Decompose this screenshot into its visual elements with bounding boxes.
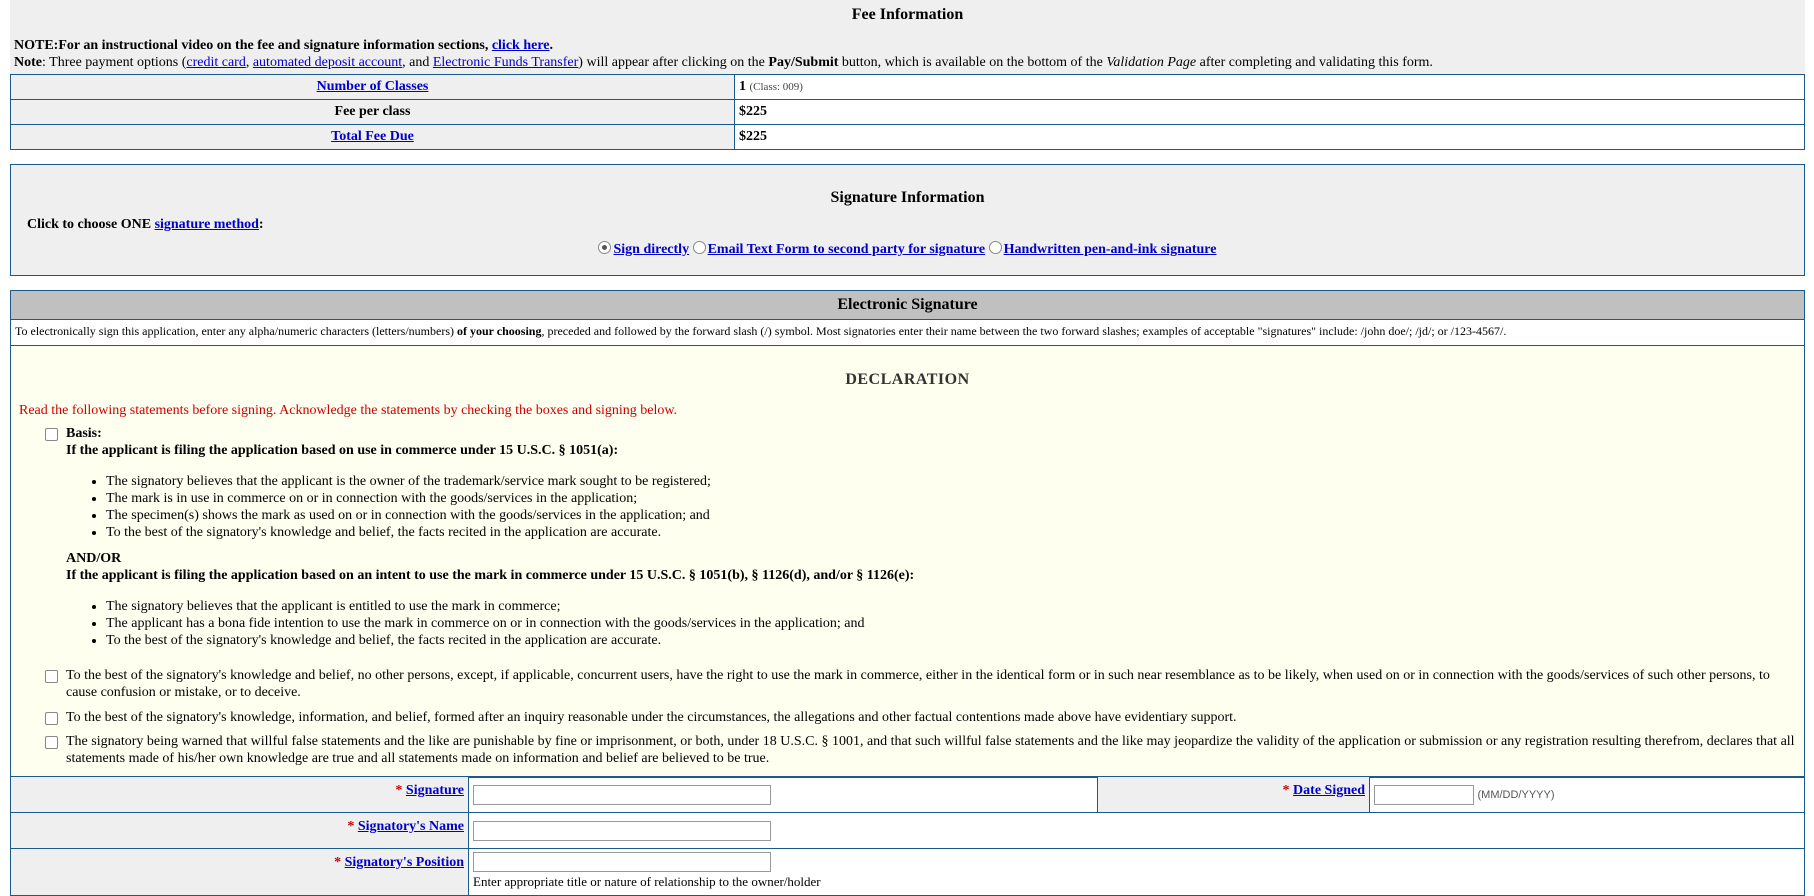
list-item: • The signatory believes that the applicant is entitled to use the mark in commerce; — [106, 598, 1766, 615]
signature-label-cell — [11, 777, 469, 813]
signature-method-prompt — [27, 217, 264, 233]
electronic-signature-title: Electronic Signature — [11, 291, 1804, 320]
pay-submit-text: Pay/Submit — [768, 55, 839, 70]
fee-note-period: . — [549, 38, 553, 53]
class-list: (Class: 009) — [749, 81, 803, 93]
instr-bold: of your choosing — [457, 324, 542, 338]
declaration-title: DECLARATION — [845, 371, 970, 388]
signature-information-section — [10, 164, 1805, 276]
fee-per-class-value: $225 — [735, 100, 1805, 125]
use-bullet-list — [66, 473, 1766, 541]
total-fee-label — [11, 125, 735, 150]
basis-statement — [66, 425, 1766, 649]
sign-directly-link[interactable]: Sign directly — [613, 242, 690, 257]
instr-text: To electronically sign this application, enter any alpha/numeric characters (letters/numbers) — [15, 324, 457, 338]
signature-link[interactable]: Signature — [405, 783, 464, 798]
list-item: • The mark is in use in commerce on or in connection with the goods/services in the application; — [106, 490, 1766, 507]
fee-information-section — [10, 0, 1805, 150]
intent-bullet-list — [66, 598, 1766, 649]
instructional-video-link[interactable]: click here — [491, 38, 550, 53]
list-item: • The applicant has a bona fide intention to use the mark in commerce on or in connection with the goods/services in the application; and — [106, 615, 1766, 632]
signatory-name-input-cell — [469, 813, 1805, 849]
table-row — [11, 100, 1805, 125]
note-sep: , — [245, 55, 253, 70]
signatory-position-input-cell — [469, 849, 1805, 896]
electronic-signature-instructions — [11, 320, 1804, 346]
evidentiary-support-statement: To the best of the signatory's knowledge, information, and belief, formed after an inquiry reasonable under the circumstances, the allegations and other factual contentions made above have evidentiary support. — [66, 710, 1237, 725]
handwritten-signature-radio[interactable] — [989, 241, 1002, 254]
signature-input-cell — [469, 777, 1098, 813]
false-statements-warning-statement: The signatory being warned that willful false statements and the like are punishable by fine or imprisonment, or both, under 18 U.S.C. § 1001, and that such willful false statements and the like may jeopardize the validity of the application or submission or any registration resulting therefrom, declares that all statements made of his/her own knowledge are true and all statements made on information and belief are believed to be true. — [66, 734, 1795, 766]
fee-per-class-label: Fee per class — [11, 100, 735, 125]
date-signed-link[interactable]: Date Signed — [1293, 783, 1365, 798]
date-signed-input[interactable] — [1374, 785, 1474, 805]
list-item: • The specimen(s) shows the mark as used on or in connection with the goods/services in the application; and — [106, 507, 1766, 524]
signatory-name-input[interactable] — [473, 821, 771, 841]
evidentiary-support-checkbox[interactable] — [45, 712, 58, 725]
fee-note-text: NOTE:For an instructional video on the fee and signature information sections, — [14, 38, 492, 53]
deposit-account-link[interactable]: automated deposit account — [252, 55, 403, 70]
validation-page-text: Validation Page — [1106, 55, 1197, 70]
required-marker: * — [347, 819, 355, 834]
number-of-classes-value — [735, 75, 1805, 100]
eft-link[interactable]: Electronic Funds Transfer — [432, 55, 579, 70]
signatory-position-link[interactable]: Signatory's Position — [344, 855, 464, 870]
credit-card-link[interactable]: credit card — [186, 55, 246, 70]
prompt-colon: : — [258, 217, 264, 232]
total-fee-value: $225 — [735, 125, 1805, 150]
electronic-signature-section — [10, 290, 1805, 778]
number-of-classes-label — [11, 75, 735, 100]
basis-intent-heading: If the applicant is filing the application based on an intent to use the mark in commerce under 15 U.S.C. § 1051(b), § 1126(d), and/or § 1126(e): — [66, 568, 915, 583]
position-hint: Enter appropriate title or nature of relationship to the owner/holder — [473, 874, 821, 889]
instr-text: , preceded and followed by the forward slash (/) symbol. Most signatories enter their name between the two forward slashes; examples of acceptable "signatures" include: /john doe/; /jd/; or /123-4567/. — [541, 324, 1507, 338]
email-text-form-link[interactable]: Email Text Form to second party for signature — [707, 242, 986, 257]
total-fee-due-link[interactable]: Total Fee Due — [331, 129, 414, 144]
false-statements-warning-checkbox[interactable] — [45, 736, 58, 749]
date-format-hint: (MM/DD/YYYY) — [1477, 788, 1555, 801]
required-marker: * — [395, 783, 403, 798]
and-or-label: AND/OR — [66, 551, 122, 566]
declaration-instructions: Read the following statements before signing. Acknowledge the statements by checking the boxes and signing below. — [19, 403, 678, 418]
table-row — [11, 75, 1805, 100]
required-marker: * — [1282, 783, 1290, 798]
table-row — [11, 777, 1805, 813]
list-item: • The signatory believes that the applicant is the owner of the trademark/service mark sought to be registered; — [106, 473, 1766, 490]
signatory-position-input[interactable] — [473, 852, 771, 872]
signatory-position-label-cell — [11, 849, 469, 896]
fee-video-note — [10, 38, 1805, 55]
signatory-name-label-cell — [11, 813, 469, 849]
note-sep: , and — [402, 55, 433, 70]
date-signed-input-cell — [1370, 777, 1805, 813]
handwritten-signature-link[interactable]: Handwritten pen-and-ink signature — [1003, 242, 1217, 257]
note-text: ) will appear after clicking on the — [578, 55, 769, 70]
note-text: after completing and validating this form. — [1196, 55, 1433, 70]
no-other-persons-statement: To the best of the signatory's knowledge and belief, no other persons, except, if applicable, concurrent users, have the right to use the mark in commerce, either in the identical form or in such near resemblance as to be likely, when used on or in connection with the goods/services of such other persons, to cause confusion or mistake, or to deceive. — [66, 668, 1770, 700]
list-item: • To the best of the signatory's knowledge and belief, the facts recited in the application are accurate. — [106, 524, 1766, 541]
required-marker: * — [334, 855, 342, 870]
class-count: 1 — [739, 79, 746, 94]
sign-directly-radio[interactable] — [598, 241, 611, 254]
prompt-text: Click to choose ONE — [27, 217, 155, 232]
number-of-classes-link[interactable]: Number of Classes — [316, 79, 429, 94]
no-other-persons-checkbox[interactable] — [45, 670, 58, 683]
fee-section-title: Fee Information — [851, 6, 964, 23]
signature-method-options — [11, 241, 1804, 258]
basis-use-heading: If the applicant is filing the application based on use in commerce under 15 U.S.C. § 1051(a): — [66, 443, 619, 458]
list-item: • To the best of the signatory's knowledge and belief, the facts recited in the application are accurate. — [106, 632, 1766, 649]
table-row — [11, 849, 1805, 896]
note-text: : Three payment options ( — [42, 55, 187, 70]
basis-label: Basis: — [66, 426, 102, 441]
signature-input[interactable] — [473, 785, 771, 805]
signatory-name-link[interactable]: Signatory's Name — [357, 819, 464, 834]
table-row — [11, 813, 1805, 849]
date-signed-label-cell — [1098, 777, 1370, 813]
note-text: button, which is available on the bottom of the — [838, 55, 1107, 70]
fee-table — [10, 74, 1805, 150]
payment-options-note — [10, 55, 1805, 74]
basis-checkbox[interactable] — [45, 428, 58, 441]
table-row — [11, 125, 1805, 150]
signature-method-link[interactable]: signature method — [154, 217, 259, 232]
signature-entry-table — [10, 776, 1805, 896]
email-text-form-radio[interactable] — [693, 241, 706, 254]
signature-section-title: Signature Information — [830, 189, 985, 206]
note-label: Note — [14, 55, 42, 70]
